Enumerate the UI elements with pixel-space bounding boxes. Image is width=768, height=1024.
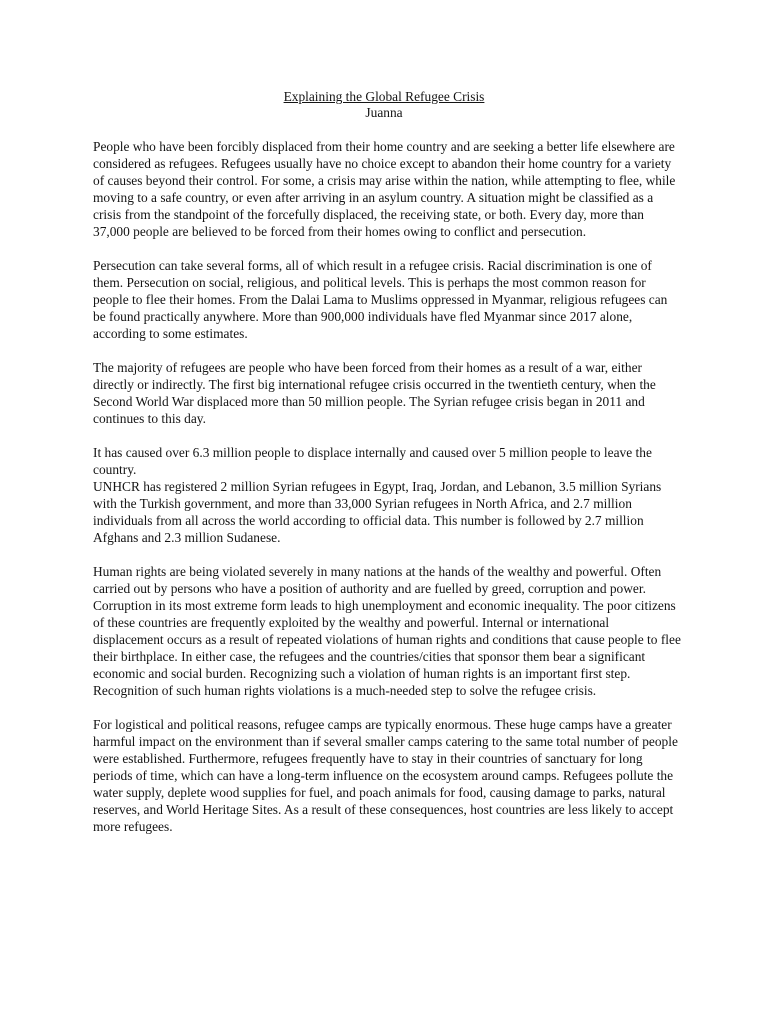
document-header bbox=[0, 89, 768, 121]
paragraph-4: It has caused over 6.3 million people to displace internally and caused over 5 million people to leave the country. bbox=[93, 445, 652, 477]
paragraph-7: Recognition of such human rights violations is a much-needed step to solve the refugee crisis. bbox=[93, 683, 597, 698]
document-title: Explaining the Global Refugee Crisis bbox=[283, 89, 485, 104]
paragraph-3: The majority of refugees are people who have been forced from their homes as a result of a war, either directly or indirectly. The first big international refugee crisis occurred in the twentieth century, when the Second World War displaced more than 50 million people. The Syrian refugee crisis began in 2011 and continues to this day. bbox=[93, 360, 656, 426]
document-author: Juanna bbox=[365, 105, 403, 120]
paragraph-1: People who have been forcibly displaced from their home country and are seeking a better life elsewhere are considered as refugees. Refugees usually have no choice except to abandon their home country for a variety of causes beyond their control. For some, a crisis may arise within the nation, while attempting to flee, while moving to a safe country, or even after arriving in an asylum country. A situation might be classified as a crisis from the standpoint of the forcefully displaced, the receiving state, or both. Every day, more than 37,000 people are believed to be forced from their homes owing to conflict and persecution. bbox=[93, 139, 676, 239]
paragraph-2: Persecution can take several forms, all of which result in a refugee crisis. Racial discrimination is one of them. Persecution on social, religious, and political levels. This is perhaps the most common reason for people to flee their homes. From the Dalai Lama to Muslims oppressed in Myanmar, religious refugees can be found practically anywhere. More than 900,000 individuals have fled Myanmar since 2017 alone, according to some estimates. bbox=[93, 258, 668, 341]
paragraph-8: For logistical and political reasons, refugee camps are typically enormous. These huge camps have a greater harmful impact on the environment than if several smaller camps catering to the same total number of people were established. Furthermore, refugees frequently have to stay in their countries of sanctuary for long periods of time, which can have a long-term influence on the ecosystem around camps. Refugees pollute the water supply, deplete wood supplies for fuel, and poach animals for food, causing damage to parks, natural reserves, and World Heritage Sites. As a result of these consequences, host countries are less likely to accept more refugees. bbox=[93, 717, 678, 834]
document-body bbox=[93, 138, 681, 852]
paragraph-6: Human rights are being violated severely in many nations at the hands of the wealthy and powerful. Often carried out by persons who have a position of authority and are fuelled by greed, corruption and power. Corruption in its most extreme form leads to high unemployment and economic inequality. The poor citizens of these countries are frequently exploited by the wealthy and powerful. Internal or international displacement occurs as a result of repeated violations of human rights and conditions that cause people to flee their birthplace. In either case, the refugees and the countries/cities that sponsor them bear a significant economic and social burden. Recognizing such a violation of human rights is an important first step. bbox=[93, 564, 681, 681]
paragraph-5: UNHCR has registered 2 million Syrian refugees in Egypt, Iraq, Jordan, and Lebanon, 3.5 million Syrians with the Turkish government, and more than 33,000 Syrian refugees in North Africa, and 2.7 million individuals from all across the world according to official data. This number is followed by 2.7 million Afghans and 2.3 million Sudanese. bbox=[93, 479, 662, 545]
